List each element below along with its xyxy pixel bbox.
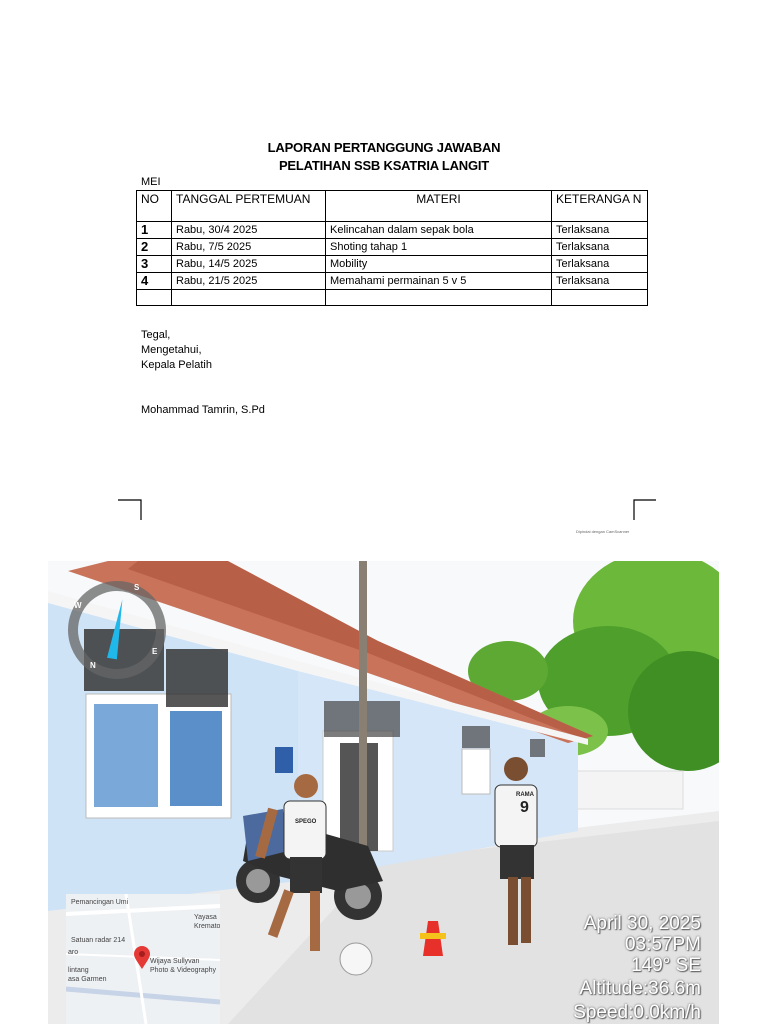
row-date: Rabu, 21/5 2025 [172,273,326,290]
table-row [137,273,648,290]
photo-speed: Speed:0.0km/h [573,1002,701,1023]
row-no: 4 [137,273,172,290]
photo-time: 03:57PM [624,934,701,955]
col-header-keterangan: KETERANGA N [552,191,648,222]
map-label: Yayasa [194,914,217,921]
row-no: 1 [137,222,172,239]
table-row [137,239,648,256]
map-label: asa Garmen [68,976,107,983]
report-month: MEI [141,176,161,188]
photo-altitude: Altitude:36.6m [579,978,701,999]
row-date: Rabu, 30/4 2025 [172,222,326,239]
compass-label-s: S [134,583,140,592]
mini-map [66,894,220,1024]
map-label: aro [68,949,79,956]
jersey-sponsor: SPEGO [295,819,317,825]
row-keterangan: Terlaksana [552,239,648,256]
row-materi: Memahami permainan 5 v 5 [326,273,552,290]
compass-label-w: W [74,601,82,610]
map-label: Kremato [194,923,220,930]
row-keterangan: Terlaksana [552,273,648,290]
row-no: 3 [137,256,172,273]
row-date [172,290,326,306]
map-label: Satuan radar 214 [71,937,126,944]
table-row [137,222,648,239]
crop-mark-right [628,498,658,522]
map-label: Pemancingan Umi [71,899,129,906]
map-label: Photo & Videography [150,967,217,974]
row-date: Rabu, 7/5 2025 [172,239,326,256]
col-header-date: TANGGAL PERTEMUAN [172,191,326,222]
table-header-row [137,191,648,222]
compass-label-n: N [90,661,96,670]
report-table [136,190,648,306]
col-header-no: NO [137,191,172,222]
row-materi [326,290,552,306]
row-materi: Kelincahan dalam sepak bola [326,222,552,239]
jersey-number: 9 [520,799,529,816]
col-header-materi: MATERI [326,191,552,222]
signature-place: Tegal, [141,329,171,341]
row-materi: Shoting tahap 1 [326,239,552,256]
row-keterangan: Terlaksana [552,256,648,273]
row-materi: Mobility [326,256,552,273]
row-no: 2 [137,239,172,256]
row-no [137,290,172,306]
jersey-name: RAMA [516,792,534,798]
signature-name: Mohammad Tamrin, S.Pd [141,404,265,416]
crop-mark-left [116,498,146,522]
signature-role: Kepala Pelatih [141,359,212,371]
report-title-line2: PELATIHAN SSB KSATRIA LANGIT [278,158,490,173]
compass-label-e: E [152,647,158,656]
table-row [137,290,648,306]
row-date: Rabu, 14/5 2025 [172,256,326,273]
row-keterangan [552,290,648,306]
row-keterangan: Terlaksana [552,222,648,239]
map-label: Wijaya Sullyvan [150,958,200,965]
signature-acknowledged: Mengetahui, [141,344,202,356]
photo-date: April 30, 2025 [583,913,701,934]
geotag-photo [48,561,719,1024]
photo-heading: 149° SE [631,955,701,976]
map-pin-icon [132,946,152,970]
scanner-note: Dipindai dengan CamScanner [576,529,630,534]
table-row [137,256,648,273]
compass-icon [66,579,168,681]
report-title-line1: LAPORAN PERTANGGUNG JAWABAN [267,140,501,155]
map-label: lintang [68,967,89,974]
